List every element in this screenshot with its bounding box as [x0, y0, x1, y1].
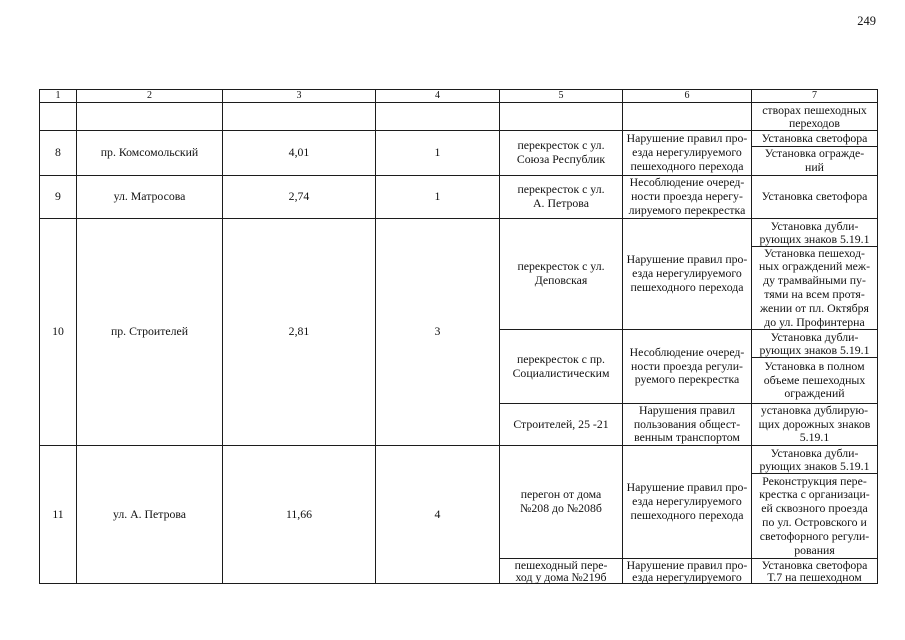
- measure-text: Установка дубли- рующих знаков 5.19.1: [759, 219, 870, 246]
- violation-cell: [622, 445, 752, 559]
- row-number-cell: [39, 130, 77, 176]
- row-number: 10: [52, 324, 64, 339]
- location-text: перекресток с ул. А. Петрова: [517, 182, 605, 210]
- count-value: 4: [434, 506, 441, 521]
- measure-cell: [751, 218, 878, 247]
- length-value: 11,66: [285, 506, 313, 521]
- violation-text: Нарушение правил про- езда нерегулируемого пешеходного перехода: [626, 252, 748, 294]
- measure-cell: [751, 175, 878, 219]
- count-cell: [375, 218, 500, 446]
- measure-cell: [751, 246, 878, 330]
- location-text: Строителей, 25 -21: [513, 416, 609, 431]
- violation-cell: [622, 403, 752, 446]
- location-text: пешеходный пере- ход у дома №219б: [514, 557, 608, 584]
- road-cell: [76, 175, 223, 219]
- column-number: 7: [812, 90, 817, 101]
- length-cell: [222, 130, 376, 176]
- measure-text: Установка светофора: [761, 130, 868, 145]
- row-number-cell: [39, 218, 77, 446]
- location-cell: [499, 558, 623, 584]
- column-number: 4: [435, 90, 440, 101]
- measure-text: Установка дубли- рующих знаков 5.19.1: [759, 446, 870, 473]
- row-number: 11: [52, 506, 64, 521]
- measure-cell: [751, 558, 878, 584]
- road-cell: [76, 218, 223, 446]
- violation-text: Несоблюдение очеред- ности проезда регули- руемого перекрестка: [629, 344, 745, 387]
- road-name: ул. Матросова: [113, 189, 186, 204]
- measure-text: Установка светофора: [761, 189, 868, 204]
- header-cell: [499, 89, 623, 103]
- measure-cell: [751, 102, 878, 131]
- measure-cell: [751, 130, 878, 147]
- measure-cell: [751, 473, 878, 559]
- measure-text: Установка пешеход- ных ограждений меж- ду трамвайными пу- тями на всем протя- жении от пл. Октября до ул. Профинтерна: [758, 245, 871, 329]
- location-text: перегон от дома №208 до №208б: [520, 487, 602, 515]
- length-cell: [222, 445, 376, 584]
- header-cell: [39, 89, 77, 103]
- road-name: ул. А. Петрова: [112, 506, 187, 521]
- length-value: 2,81: [288, 324, 310, 339]
- row-number: 8: [55, 145, 61, 160]
- measure-cell: [751, 357, 878, 404]
- violation-text: Нарушение правил про- езда нерегулируемого пешеходного перехода: [626, 131, 748, 173]
- location-cell: [499, 175, 623, 219]
- column-number: 1: [55, 90, 61, 101]
- violation-text: Несоблюдение очеред- ности проезда нерегу- лируемого перекрестка: [628, 175, 746, 217]
- measure-cell: [751, 445, 878, 474]
- road-cell: [76, 130, 223, 176]
- table-cell-empty: [76, 102, 223, 131]
- length-value: 4,01: [288, 145, 310, 160]
- location-cell: [499, 445, 623, 559]
- violation-cell: [622, 558, 752, 584]
- table-cell-empty: [222, 102, 376, 131]
- header-cell: [76, 89, 223, 103]
- measure-text: створах пешеходных переходов: [762, 103, 867, 130]
- length-cell: [222, 175, 376, 219]
- column-number: 5: [558, 90, 564, 101]
- location-cell: [499, 130, 623, 176]
- row-number: 9: [55, 189, 61, 204]
- measure-cell: [751, 146, 878, 176]
- violation-text: Нарушения правил пользования общест- венным транспортом: [633, 402, 741, 445]
- header-cell: [622, 89, 752, 103]
- table-cell-empty: [39, 102, 77, 131]
- table-cell-empty: [622, 102, 752, 131]
- violation-cell: [622, 130, 752, 176]
- length-cell: [222, 218, 376, 446]
- table-cell-empty: [375, 102, 500, 131]
- measure-text: Реконструкция пере- крестка с организаци- ей сквозного проезда по ул. Островского и светофорного регули- рования: [759, 473, 870, 557]
- measure-text: Установка огражде- ний: [764, 146, 865, 174]
- violation-cell: [622, 218, 752, 330]
- count-cell: [375, 130, 500, 176]
- page-number: 249: [857, 14, 876, 28]
- measure-text: Установка дубли- рующих знаков 5.19.1: [759, 330, 870, 357]
- road-cell: [76, 445, 223, 584]
- measure-text: установка дублирую- щих дорожных знаков 5.19.1: [758, 402, 871, 445]
- location-text: перекресток с ул. Союза Республик: [516, 138, 606, 166]
- count-cell: [375, 175, 500, 219]
- location-cell: [499, 218, 623, 330]
- row-number-cell: [39, 175, 77, 219]
- column-number: 2: [147, 90, 152, 101]
- location-text: перекресток с ул. Деповская: [517, 259, 605, 287]
- count-value: 1: [434, 189, 441, 204]
- measure-text: Установка в полном объеме пешеходных ограждений: [763, 358, 866, 401]
- location-cell: [499, 403, 623, 446]
- row-number-cell: [39, 445, 77, 584]
- violation-cell: [622, 175, 752, 219]
- location-text: перекресток с пр. Социалистическим: [512, 351, 610, 380]
- measure-cell: [751, 403, 878, 446]
- violation-text: Нарушение правил про- езда нерегулируемого пешеходного перехода: [626, 480, 748, 522]
- header-cell: [751, 89, 878, 103]
- road-name: пр. Комсомольский: [100, 145, 199, 160]
- count-value: 3: [434, 324, 441, 339]
- count-cell: [375, 445, 500, 584]
- measure-text: Установка светофора Т.7 на пешеходном: [761, 557, 868, 584]
- column-number: 6: [684, 90, 690, 101]
- count-value: 1: [434, 145, 441, 160]
- length-value: 2,74: [288, 189, 310, 204]
- measure-cell: [751, 329, 878, 358]
- table-cell-empty: [499, 102, 623, 131]
- column-number: 3: [296, 90, 302, 101]
- violation-text: Нарушение правил про- езда нерегулируемого: [626, 557, 748, 584]
- location-cell: [499, 329, 623, 404]
- header-cell: [375, 89, 500, 103]
- header-cell: [222, 89, 376, 103]
- violation-cell: [622, 329, 752, 404]
- road-name: пр. Строителей: [110, 324, 189, 339]
